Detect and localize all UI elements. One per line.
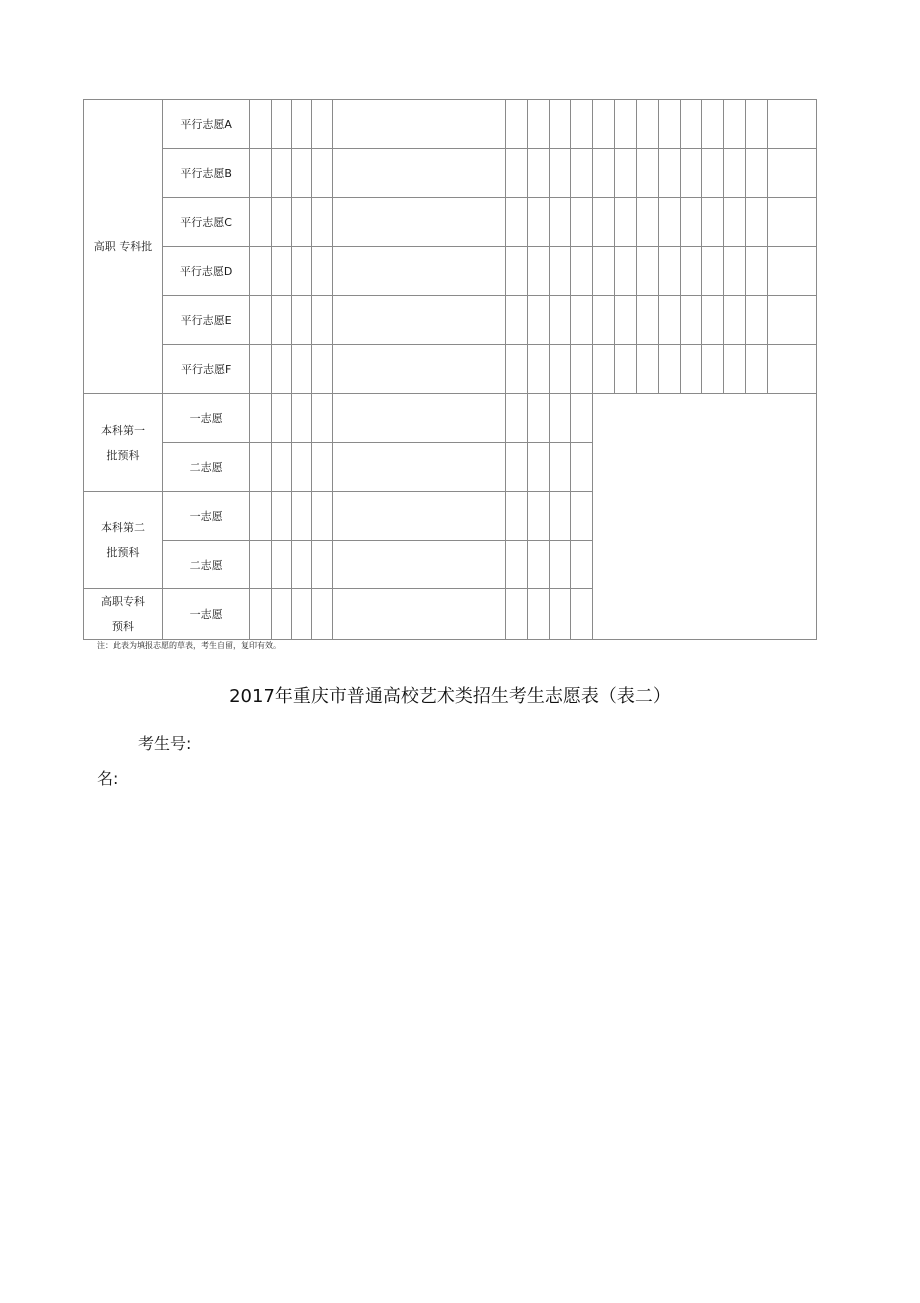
table-row (84, 247, 817, 296)
major-choice-cell[interactable] (592, 198, 614, 247)
major-choice-cell[interactable] (614, 149, 636, 198)
major-choice-cell[interactable] (658, 247, 680, 296)
major-code-cell[interactable] (505, 198, 527, 247)
exam-number-label: 考生号: (138, 734, 192, 753)
college-name-cell[interactable] (333, 345, 505, 394)
major-choice-cell[interactable] (614, 100, 636, 149)
college-name-cell[interactable] (333, 296, 505, 345)
volunteer-choice-label: 平行志愿E (163, 296, 250, 345)
college-name-cell[interactable] (333, 589, 505, 640)
major-choice-cell[interactable] (636, 296, 658, 345)
batch-label (84, 589, 163, 640)
major-choice-cell[interactable] (723, 100, 745, 149)
volunteer-form-table (83, 99, 817, 640)
major-code-cell[interactable] (570, 394, 592, 443)
college-code-cell[interactable] (312, 198, 333, 247)
major-choice-cell[interactable] (745, 149, 767, 198)
major-code-cell[interactable] (570, 492, 592, 541)
major-code-cell[interactable] (570, 296, 592, 345)
major-choice-cell[interactable] (680, 247, 701, 296)
college-code-cell[interactable] (272, 149, 292, 198)
major-code-cell[interactable] (570, 247, 592, 296)
major-choice-cell[interactable] (745, 345, 767, 394)
major-choice-cell[interactable] (636, 345, 658, 394)
major-choice-cell[interactable] (723, 149, 745, 198)
major-code-cell[interactable] (570, 198, 592, 247)
major-code-cell[interactable] (505, 492, 527, 541)
volunteer-choice-label: 平行志愿D (163, 247, 250, 296)
major-code-cell[interactable] (505, 443, 527, 492)
college-code-cell[interactable] (312, 394, 333, 443)
college-name-cell[interactable] (333, 247, 505, 296)
major-code-cell[interactable] (505, 247, 527, 296)
major-code-cell[interactable] (527, 198, 549, 247)
college-code-cell[interactable] (292, 492, 312, 541)
college-code-cell[interactable] (312, 541, 333, 589)
major-choice-cell[interactable] (680, 100, 701, 149)
volunteer-choice-label: 平行志愿A (163, 100, 250, 149)
major-code-cell[interactable] (505, 296, 527, 345)
adjust-cell[interactable] (767, 198, 816, 247)
volunteer-choice-label: 二志愿 (163, 443, 250, 492)
major-choice-cell[interactable] (745, 247, 767, 296)
form-note: 注：此表为填报志愿的草表，考生自留，复印有效。 (97, 641, 281, 650)
major-choice-cell[interactable] (723, 198, 745, 247)
batch-label-line: 预科 (112, 620, 135, 633)
volunteer-choice-label: 平行志愿B (163, 149, 250, 198)
major-choice-cell[interactable] (745, 296, 767, 345)
major-code-cell[interactable] (570, 345, 592, 394)
table-row (84, 149, 817, 198)
major-code-cell[interactable] (549, 443, 570, 492)
volunteer-choice-label: 平行志愿F (163, 345, 250, 394)
major-code-cell[interactable] (570, 589, 592, 640)
major-choice-cell[interactable] (614, 296, 636, 345)
major-choice-cell[interactable] (592, 149, 614, 198)
major-choice-cell[interactable] (680, 345, 701, 394)
college-code-cell[interactable] (272, 394, 292, 443)
major-code-cell[interactable] (549, 198, 570, 247)
volunteer-choice-label: 一志愿 (163, 394, 250, 443)
college-code-cell[interactable] (250, 149, 272, 198)
major-code-cell[interactable] (549, 247, 570, 296)
adjust-cell[interactable] (767, 296, 816, 345)
major-choice-cell[interactable] (592, 296, 614, 345)
college-name-cell[interactable] (333, 100, 505, 149)
table-row (84, 345, 817, 394)
name-label: 名: (97, 769, 119, 788)
college-code-cell[interactable] (292, 149, 312, 198)
college-code-cell[interactable] (312, 247, 333, 296)
batch-label-line: 本科第一 (101, 423, 146, 437)
college-code-cell[interactable] (292, 345, 312, 394)
major-choice-cell[interactable] (680, 198, 701, 247)
major-code-cell[interactable] (505, 149, 527, 198)
major-choice-cell[interactable] (614, 247, 636, 296)
college-code-cell[interactable] (250, 296, 272, 345)
major-choice-cell[interactable] (636, 100, 658, 149)
batch-label-line: 高职专科 (101, 595, 146, 608)
college-name-cell[interactable] (333, 198, 505, 247)
major-choice-cell[interactable] (745, 100, 767, 149)
form-title: 2017年重庆市普通高校艺术类招生考生志愿表（表二） (229, 686, 671, 707)
college-code-cell[interactable] (250, 394, 272, 443)
adjust-cell[interactable] (767, 345, 816, 394)
major-code-cell[interactable] (505, 345, 527, 394)
college-code-cell[interactable] (250, 100, 272, 149)
college-code-cell[interactable] (250, 345, 272, 394)
college-code-cell[interactable] (250, 247, 272, 296)
college-code-cell[interactable] (292, 541, 312, 589)
batch-label-line: 本科第二 (101, 521, 146, 534)
batch-label-line: 批预科 (106, 546, 140, 559)
college-code-cell[interactable] (272, 198, 292, 247)
college-code-cell[interactable] (250, 589, 272, 640)
major-code-cell[interactable] (527, 443, 549, 492)
major-choice-cell[interactable] (723, 345, 745, 394)
major-choice-cell[interactable] (658, 198, 680, 247)
major-code-cell[interactable] (527, 541, 549, 589)
table-row (84, 198, 817, 247)
major-code-cell[interactable] (527, 589, 549, 640)
major-choice-cell[interactable] (592, 345, 614, 394)
college-name-cell[interactable] (333, 492, 505, 541)
major-code-cell[interactable] (570, 100, 592, 149)
college-code-cell[interactable] (292, 198, 312, 247)
college-code-cell[interactable] (250, 443, 272, 492)
major-code-cell[interactable] (527, 394, 549, 443)
college-code-cell[interactable] (272, 443, 292, 492)
batch-label (84, 394, 163, 492)
major-code-cell[interactable] (505, 100, 527, 149)
batch-label (84, 492, 163, 589)
college-code-cell[interactable] (272, 492, 292, 541)
major-code-cell[interactable] (549, 541, 570, 589)
major-choice-cell[interactable] (614, 198, 636, 247)
major-code-cell[interactable] (527, 492, 549, 541)
major-choice-cell[interactable] (680, 149, 701, 198)
major-choice-cell[interactable] (658, 149, 680, 198)
college-code-cell[interactable] (312, 589, 333, 640)
college-code-cell[interactable] (312, 345, 333, 394)
college-code-cell[interactable] (312, 443, 333, 492)
major-choice-cell[interactable] (658, 296, 680, 345)
adjust-cell[interactable] (767, 100, 816, 149)
major-code-cell[interactable] (549, 589, 570, 640)
college-name-cell[interactable] (333, 394, 505, 443)
college-code-cell[interactable] (292, 296, 312, 345)
major-choice-cell[interactable] (723, 247, 745, 296)
major-choice-cell[interactable] (723, 296, 745, 345)
major-code-cell[interactable] (505, 394, 527, 443)
volunteer-choice-label: 一志愿 (163, 492, 250, 541)
college-code-cell[interactable] (292, 394, 312, 443)
volunteer-choice-label: 平行志愿C (163, 198, 250, 247)
major-choice-cell[interactable] (680, 296, 701, 345)
major-choice-cell[interactable] (701, 149, 723, 198)
major-choice-cell[interactable] (745, 198, 767, 247)
college-code-cell[interactable] (312, 149, 333, 198)
major-choice-cell[interactable] (636, 149, 658, 198)
college-name-cell[interactable] (333, 541, 505, 589)
major-code-cell[interactable] (549, 345, 570, 394)
college-code-cell[interactable] (312, 296, 333, 345)
college-code-cell[interactable] (250, 492, 272, 541)
major-code-cell[interactable] (549, 100, 570, 149)
major-code-cell[interactable] (527, 247, 549, 296)
college-code-cell[interactable] (272, 100, 292, 149)
college-code-cell[interactable] (312, 100, 333, 149)
table-row (84, 100, 817, 149)
major-code-cell[interactable] (570, 541, 592, 589)
major-choice-cell[interactable] (701, 100, 723, 149)
college-code-cell[interactable] (292, 443, 312, 492)
major-choice-cell[interactable] (636, 198, 658, 247)
major-choice-cell[interactable] (614, 345, 636, 394)
table-row (84, 296, 817, 345)
major-code-cell[interactable] (527, 345, 549, 394)
batch-label-line: 批预科 (106, 448, 140, 462)
major-choice-cell[interactable] (701, 247, 723, 296)
major-choice-cell[interactable] (592, 100, 614, 149)
college-code-cell[interactable] (272, 541, 292, 589)
college-code-cell[interactable] (272, 589, 292, 640)
batch-label: 高职 专科批 (84, 100, 163, 394)
college-name-cell[interactable] (333, 443, 505, 492)
college-code-cell[interactable] (250, 541, 272, 589)
major-code-cell[interactable] (527, 100, 549, 149)
major-choice-cell[interactable] (592, 247, 614, 296)
major-choice-cell[interactable] (658, 345, 680, 394)
major-code-cell[interactable] (549, 492, 570, 541)
major-choice-cell[interactable] (701, 198, 723, 247)
major-code-cell[interactable] (527, 149, 549, 198)
major-code-cell[interactable] (527, 296, 549, 345)
adjust-cell[interactable] (767, 149, 816, 198)
major-choice-cell[interactable] (701, 345, 723, 394)
college-name-cell[interactable] (333, 149, 505, 198)
volunteer-choice-label: 二志愿 (163, 541, 250, 589)
major-code-cell[interactable] (549, 296, 570, 345)
major-choice-cell[interactable] (658, 100, 680, 149)
college-code-cell[interactable] (272, 296, 292, 345)
major-code-cell[interactable] (549, 149, 570, 198)
adjust-cell[interactable] (767, 247, 816, 296)
college-code-cell[interactable] (272, 247, 292, 296)
major-code-cell[interactable] (570, 149, 592, 198)
blank-area (592, 394, 816, 640)
college-code-cell[interactable] (292, 100, 312, 149)
volunteer-choice-label: 一志愿 (163, 589, 250, 640)
major-choice-cell[interactable] (636, 247, 658, 296)
major-code-cell[interactable] (505, 589, 527, 640)
college-code-cell[interactable] (292, 247, 312, 296)
major-code-cell[interactable] (549, 394, 570, 443)
table-row (84, 394, 817, 443)
major-choice-cell[interactable] (701, 296, 723, 345)
college-code-cell[interactable] (312, 492, 333, 541)
college-code-cell[interactable] (272, 345, 292, 394)
college-code-cell[interactable] (292, 589, 312, 640)
major-code-cell[interactable] (570, 443, 592, 492)
major-code-cell[interactable] (505, 541, 527, 589)
college-code-cell[interactable] (250, 198, 272, 247)
